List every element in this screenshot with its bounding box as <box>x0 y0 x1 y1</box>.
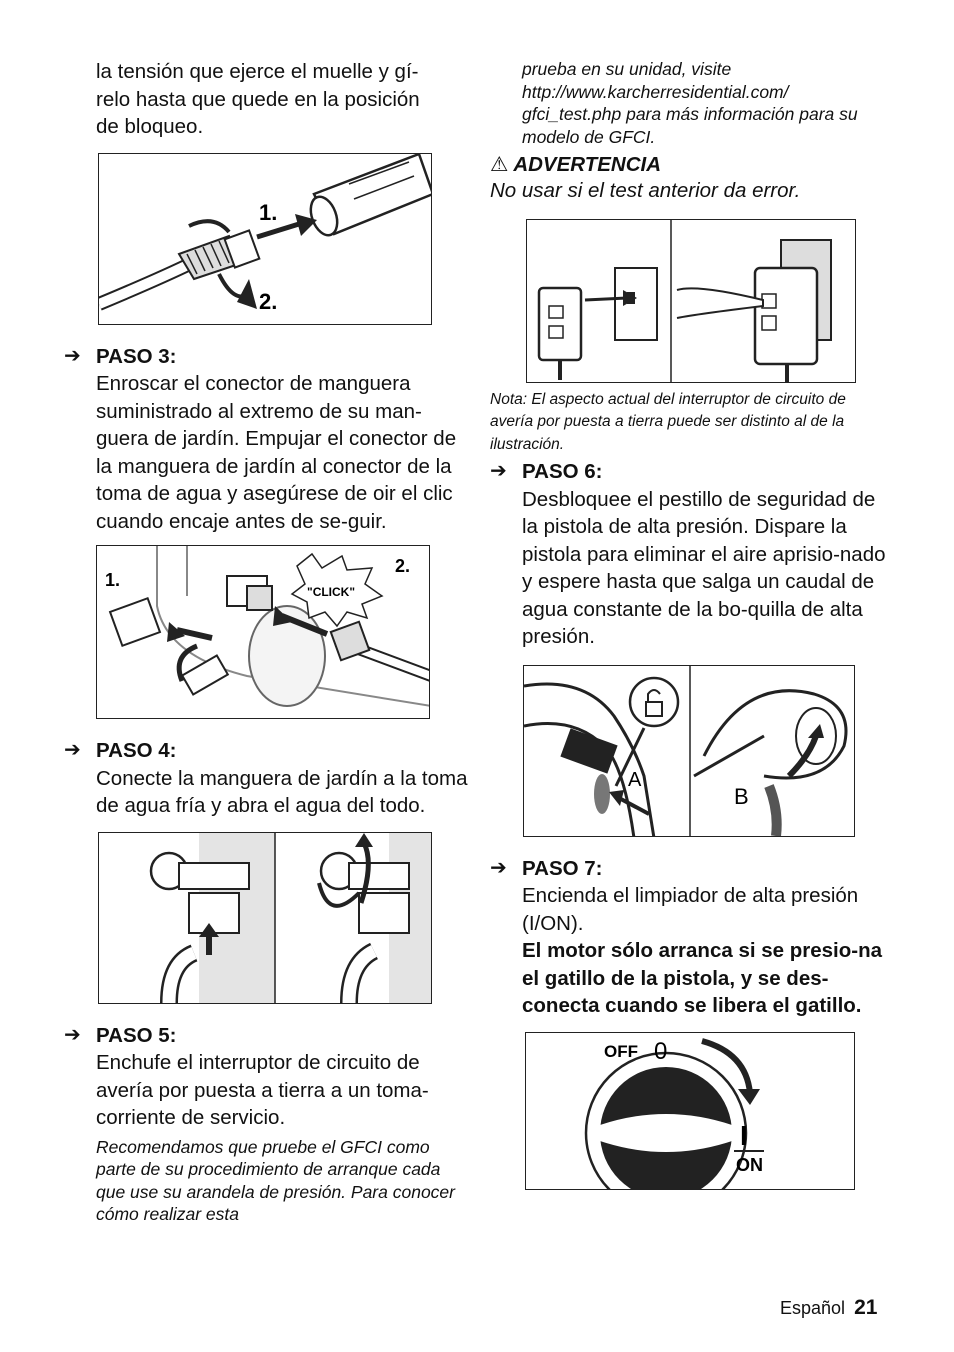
gfci-link-text: prueba en su unidad, visite http://www.karcherresidential.com/ gfci_test.php para más información para su modelo de GFCI. <box>522 59 858 147</box>
figure-gfci-plug <box>526 219 856 383</box>
warning-heading <box>490 152 890 177</box>
left-column <box>64 58 468 1226</box>
figure-power-switch <box>525 1032 855 1190</box>
step-5 <box>64 1022 468 1226</box>
on-one-label: I <box>740 1119 748 1151</box>
step-6-body: Desbloquee el pestillo de seguridad de la pistola de alta presión. Dispare la pistola para eliminar el aire aprisio-nado y espere hasta que salga un caudal de agua constante de la bo-quilla de alta presión. <box>522 487 886 648</box>
step-3 <box>64 343 468 536</box>
fig6-label-b: B <box>734 783 749 809</box>
fig1-label-2: 2. <box>259 288 278 314</box>
step-4 <box>64 737 468 820</box>
page-number: 21 <box>854 1296 878 1319</box>
arrow-icon: ➔ <box>64 1023 81 1046</box>
warning-icon: ⚠ <box>490 153 509 176</box>
step-7-title: PASO 7: <box>522 856 603 880</box>
step-3-title: PASO 3: <box>96 344 177 368</box>
step-4-title: PASO 4: <box>96 739 177 762</box>
step-3-body: Enroscar el conector de manguera suministrado al extremo de su man-guera de jardín. Empujar el conector de la manguera de jardín al conector de la toma de agua y asegúrese de oir el clic cuando encaje antes de se-guir. <box>96 372 457 533</box>
step-5-body: Enchufe el interruptor de circuito de avería por puesta a tierra a un toma-corriente de servicio. <box>96 1051 429 1129</box>
off-label: OFF <box>604 1041 638 1061</box>
fig2-label-1: 1. <box>105 570 121 590</box>
figure-gun-trigger <box>523 665 855 837</box>
step-6-title: PASO 6: <box>522 460 603 483</box>
warning-text: No usar si el test anterior da error. <box>490 179 801 202</box>
arrow-icon: ➔ <box>64 739 81 761</box>
step-7-body: Encienda el limpiador de alta presión (I/ON). <box>522 884 859 935</box>
fig1-label-1: 1. <box>259 199 278 225</box>
arrow-icon: ➔ <box>490 460 507 482</box>
fig2-label-2: 2. <box>395 556 411 576</box>
step-5-title: PASO 5: <box>96 1023 177 1047</box>
fig6-label-a: A <box>628 768 642 791</box>
footer-language: Español <box>780 1298 846 1318</box>
figure-nozzle-lock <box>98 153 432 325</box>
step-6 <box>490 458 890 651</box>
right-column <box>490 58 890 1190</box>
step-4-body: Conecte la manguera de jardín a la toma de agua fría y abra el agua del todo. <box>96 766 468 817</box>
step-5-recommendation: Recomendamos que pruebe el GFCI como parte de su procedimiento de arranque cada que use su arandela de presión. Para conocer cómo realizar esta <box>96 1136 455 1224</box>
warning-title: ADVERTENCIA <box>513 153 662 176</box>
on-label: ON <box>736 1154 763 1175</box>
step-7-bold: El motor sólo arranca si se presio-na el gatillo de la pistola, y se des-conecta cuando se libera el gatillo. <box>522 939 883 1017</box>
arrow-icon: ➔ <box>64 344 81 367</box>
intro-text: la tensión que ejerce el muelle y gí- relo hasta que quede en la posición de bloqueo. <box>96 60 420 138</box>
illustration-note: Nota: El aspecto actual del interruptor de circuito de avería por puesta a tierra puede ser distinto al de la ilustración. <box>490 390 846 453</box>
off-zero-label: 0 <box>654 1037 668 1065</box>
step-7 <box>490 855 890 1020</box>
figure-hose-connector <box>96 545 430 719</box>
page-footer <box>780 1296 877 1320</box>
arrow-icon: ➔ <box>490 856 507 879</box>
figure-water-tap <box>98 832 432 1004</box>
click-label: "CLICK" <box>307 585 356 599</box>
